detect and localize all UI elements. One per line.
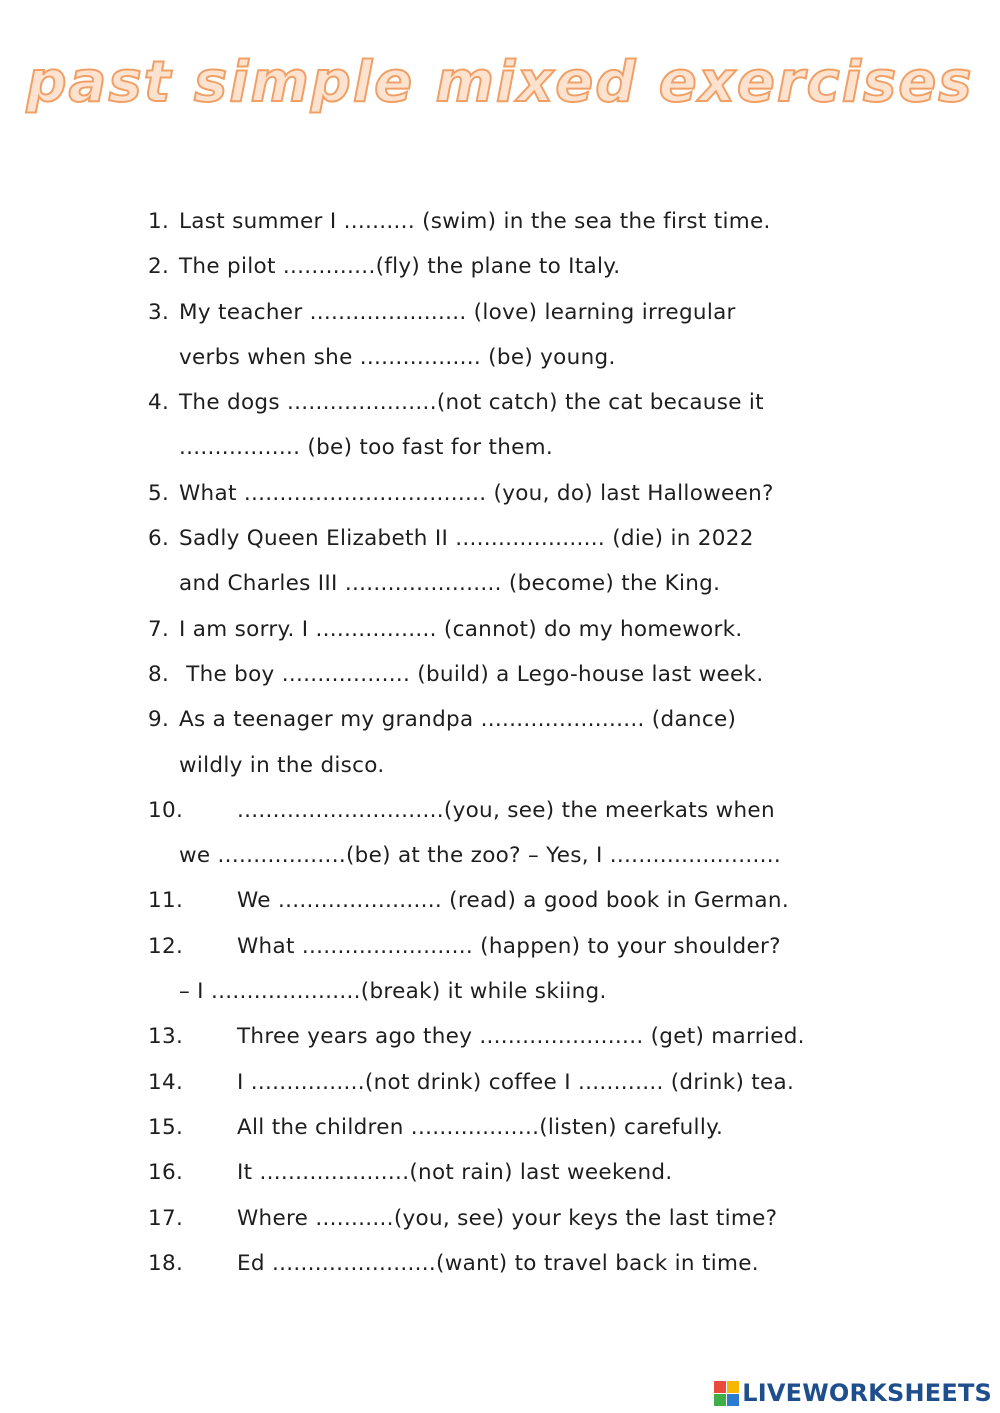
exercise-item (148, 788, 908, 833)
exercise-number: 16. (148, 1160, 184, 1186)
exercise-number: 12. (148, 933, 184, 959)
exercise-text: My teacher ...................... (love) learning irregular (179, 299, 736, 325)
exercise-number: 15. (148, 1114, 184, 1140)
exercise-number: 2. (148, 254, 170, 280)
exercise-number: 18. (148, 1250, 184, 1276)
exercise-text: The pilot .............(fly) the plane to Italy. (179, 254, 621, 280)
logo-text: LIVEWORKSHEETS (742, 1379, 992, 1407)
exercise-text: I am sorry. I ................. (cannot) do my homework. (179, 616, 743, 642)
exercise-number: 6. (148, 526, 170, 552)
exercise-item-continuation (148, 743, 908, 788)
exercise-text: The dogs .....................(not catch) the cat because it (179, 390, 764, 416)
exercise-item-continuation (148, 561, 908, 606)
exercise-text: Last summer I .......... (swim) in the sea the first time. (179, 209, 771, 234)
worksheet-title: past simple mixed exercises (26, 50, 974, 115)
exercise-item-continuation (148, 833, 908, 878)
exercise-item-continuation (148, 335, 908, 380)
exercise-number: 11. (148, 888, 184, 914)
exercise-number: 9. (148, 707, 170, 733)
exercise-item (148, 1241, 908, 1286)
exercise-number: 3. (148, 299, 170, 325)
exercise-text: Ed .......................(want) to travel back in time. (237, 1250, 759, 1276)
exercise-number: 1. (148, 209, 170, 234)
exercise-number: 7. (148, 616, 170, 642)
exercise-text: We ....................... (read) a good book in German. (237, 888, 789, 914)
logo-square (727, 1394, 739, 1406)
exercise-item (148, 652, 908, 697)
exercise-text: – I .....................(break) it while skiing. (179, 979, 607, 1005)
exercise-item (148, 697, 908, 742)
exercise-text: .............................(you, see) the meerkats when (237, 797, 775, 823)
exercise-number: 13. (148, 1024, 184, 1050)
exercise-item (148, 516, 908, 561)
exercise-text: All the children ..................(listen) carefully. (237, 1114, 724, 1140)
exercise-item (148, 471, 908, 516)
liveworksheets-logo (714, 1378, 992, 1408)
exercise-item (148, 607, 908, 652)
exercise-item (148, 199, 908, 244)
exercise-item (148, 290, 908, 335)
exercise-item (148, 1150, 908, 1195)
exercise-text: Sadly Queen Elizabeth II ..................... (die) in 2022 (179, 526, 754, 552)
exercise-text: Three years ago they ....................... (get) married. (237, 1024, 805, 1050)
exercise-text: and Charles III ...................... (become) the King. (179, 571, 721, 597)
exercise-item (148, 878, 908, 923)
exercise-item-continuation (148, 425, 908, 470)
exercise-list (148, 199, 908, 1286)
exercise-number: 14. (148, 1069, 184, 1095)
exercise-text: What .................................. (you, do) last Halloween? (179, 480, 774, 506)
exercise-text: I ................(not drink) coffee I ............ (drink) tea. (237, 1069, 795, 1095)
exercise-text: wildly in the disco. (179, 752, 385, 778)
exercise-number: 10. (148, 797, 184, 823)
exercise-text: As a teenager my grandpa ....................... (dance) (179, 707, 737, 733)
exercise-item (148, 1105, 908, 1150)
exercise-number: 4. (148, 390, 170, 416)
exercise-text: It .....................(not rain) last weekend. (237, 1160, 673, 1186)
exercise-item (148, 1060, 908, 1105)
exercise-number: 17. (148, 1205, 184, 1231)
exercise-text: we ..................(be) at the zoo? – Yes, I ........................ (179, 843, 781, 869)
exercise-number: 8. (148, 661, 170, 687)
exercise-item (148, 380, 908, 425)
exercise-text: verbs when she ................. (be) young. (179, 344, 616, 370)
exercise-item (148, 924, 908, 969)
exercise-item (148, 1014, 908, 1059)
logo-square (714, 1381, 726, 1393)
logo-square (714, 1394, 726, 1406)
exercise-text: What ........................ (happen) to your shoulder? (237, 933, 781, 959)
exercise-number: 5. (148, 480, 170, 506)
exercise-text: ................. (be) too fast for them. (179, 435, 554, 461)
exercise-item-continuation (148, 969, 908, 1014)
logo-grid-icon (714, 1381, 739, 1406)
exercise-item (148, 1196, 908, 1241)
logo-square (727, 1381, 739, 1393)
exercise-text: Where ...........(you, see) your keys the last time? (237, 1205, 778, 1231)
exercise-item (148, 244, 908, 289)
exercise-text: The boy .................. (build) a Lego-house last week. (179, 661, 764, 687)
